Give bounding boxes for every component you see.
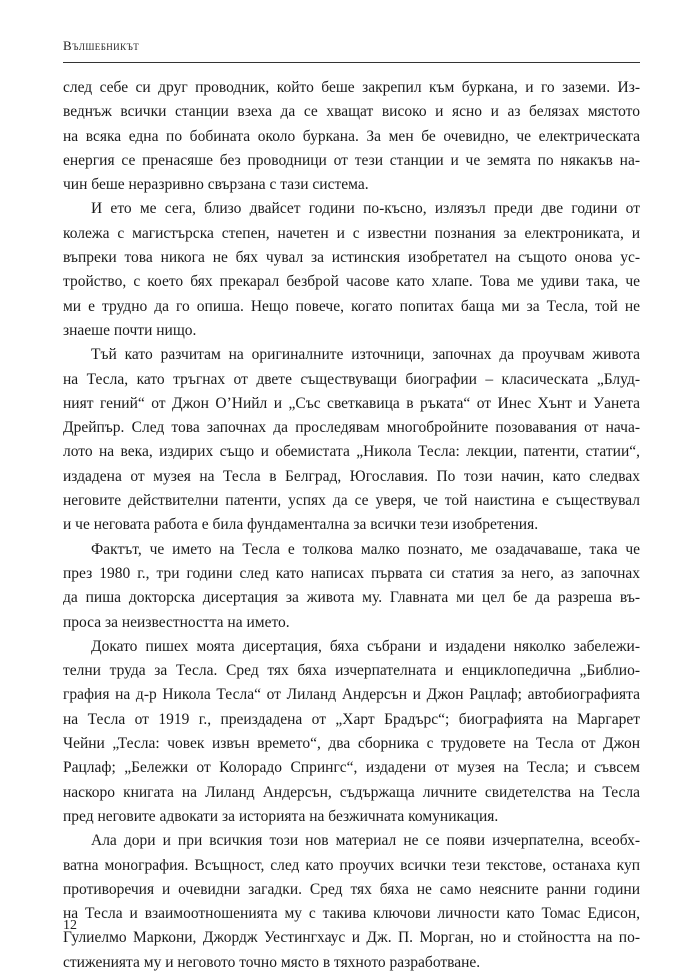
text-line: на Тесла, като тръгнах от двете съществуващи биографии – класическата „Блуд- xyxy=(63,370,640,388)
text-line: Фактът, че името на Тесла е толкова малко познато, ме озадачаваше, така че xyxy=(91,540,640,558)
text-line: ми е трудно да го опиша. Нещо повече, когато попитах баща ми за Тесла, той не xyxy=(63,297,640,315)
text-line: да пиша докторска дисертация за живота му. Главната ми цел бе да разреша въ- xyxy=(63,589,640,607)
text-line: Ала дори и при всичкия този нов материал не се появи изчерпателна, всеобх- xyxy=(91,832,640,850)
text-line: въпреки това никога не бях чувал за истинския изобретател на същото онова ус- xyxy=(63,249,640,267)
text-line: издадена от музея на Тесла в Белград, Югославия. По този начин, като следвах xyxy=(63,467,640,485)
text-line: Чейни „Тесла: човек извън времето“, два сборника с трудовете на Тесла от Джон xyxy=(63,735,640,753)
text-line: енергия се пренасяше без проводници от тези станции и че земята по някакъв на- xyxy=(63,151,640,169)
text-line: неговите действителни патенти, успях да се уверя, че той наистина е съществувал xyxy=(63,492,640,510)
text-line: и че неговата работа е била фундаментална за всички тези изобретения. xyxy=(63,516,539,534)
text-line: лото на века, издирих също и обемистата „Никола Тесла: лекции, патенти, статии“, xyxy=(63,443,640,461)
text-line: Дрейпър. След това започнах да проследявам многобройните позовавания от нача- xyxy=(63,419,640,437)
text-line: стиженията му и неговото точно място в тяхното разработване. xyxy=(63,953,481,971)
text-line: на всяка една по бобината около буркана. За мен бе очевидно, че електрическата xyxy=(63,127,640,145)
paragraph xyxy=(63,76,640,197)
text-line: телни труда за Тесла. Сред тях бяха изчерпателната и енциклопедична „Библио- xyxy=(63,662,640,680)
text-line: Тъй като разчитам на оригиналните източници, започнах да проучвам живота xyxy=(91,346,640,364)
text-line: веднъж всички станции взеха да се хващат високо и ясно и аз белязах мястото xyxy=(63,103,640,121)
running-head: Вълшебникът xyxy=(63,38,140,53)
text-line: знаеше почти нищо. xyxy=(63,321,197,339)
text-line: пред неговите адвокати за историята на безжичната комуникация. xyxy=(63,807,499,825)
text-line: Гулиелмо Маркони, Джордж Уестингхаус и Дж. П. Морган, но и стойността на по- xyxy=(63,929,640,947)
text-line: противоречия и очевидни загадки. Сред тях бяха не само неясните ранни години xyxy=(63,880,640,898)
header-rule xyxy=(63,62,640,63)
text-line: колежа с магистърска степен, начетен и с известни познания за електрониката, и xyxy=(63,224,640,242)
page-number: 12 xyxy=(63,918,77,933)
paragraph xyxy=(63,343,640,537)
text-line: наскоро книгата на Лиланд Андерсън, съдържаща личните свидетелства на Тесла xyxy=(63,783,640,801)
text-line: проса за неизвестността на името. xyxy=(63,613,290,631)
paragraph xyxy=(63,829,640,975)
text-line: ният гений“ от Джон О’Нийл и „Със светкавица в ръката“ от Инес Хънт и Уанета xyxy=(63,394,640,412)
text-line: на Тесла и взаимоотношенията му с такива ключови личности като Томас Едисон, xyxy=(63,905,640,923)
text-line: чин беше неразривно свързана с тази система. xyxy=(63,176,369,194)
paragraph xyxy=(63,635,640,829)
text-line: на Тесла от 1919 г., преиздадена от „Харт Брадърс“; биографията на Маргарет xyxy=(63,710,640,728)
text-line: ватна монография. Всъщност, след като проучих всички тези текстове, останаха куп xyxy=(63,856,640,874)
text-line: Рацлаф; „Бележки от Колорадо Спрингс“, издадени от музея на Тесла; и съвсем xyxy=(63,759,640,777)
text-line: през 1980 г., три години след като написах първата си статия за него, аз започнах xyxy=(63,564,640,582)
text-line: И ето ме сега, близо двайсет години по-късно, излязъл преди две години от xyxy=(91,200,640,218)
text-line: след себе си друг проводник, който беше закрепил към буркана, и го заземи. Из- xyxy=(63,79,640,96)
paragraph xyxy=(63,197,640,343)
text-line: графия на д-р Никола Тесла“ от Лиланд Андерсън и Джон Рацлаф; автобиографията xyxy=(63,686,640,704)
text-line: Докато пишех моята дисертация, бяха събрани и издадени няколко забележи- xyxy=(91,637,640,655)
text-line: тройство, с което бях прекарал безброй часове като хлапе. Това ме удиви така, че xyxy=(63,273,640,291)
paragraph xyxy=(63,538,640,635)
body-text xyxy=(63,76,640,975)
